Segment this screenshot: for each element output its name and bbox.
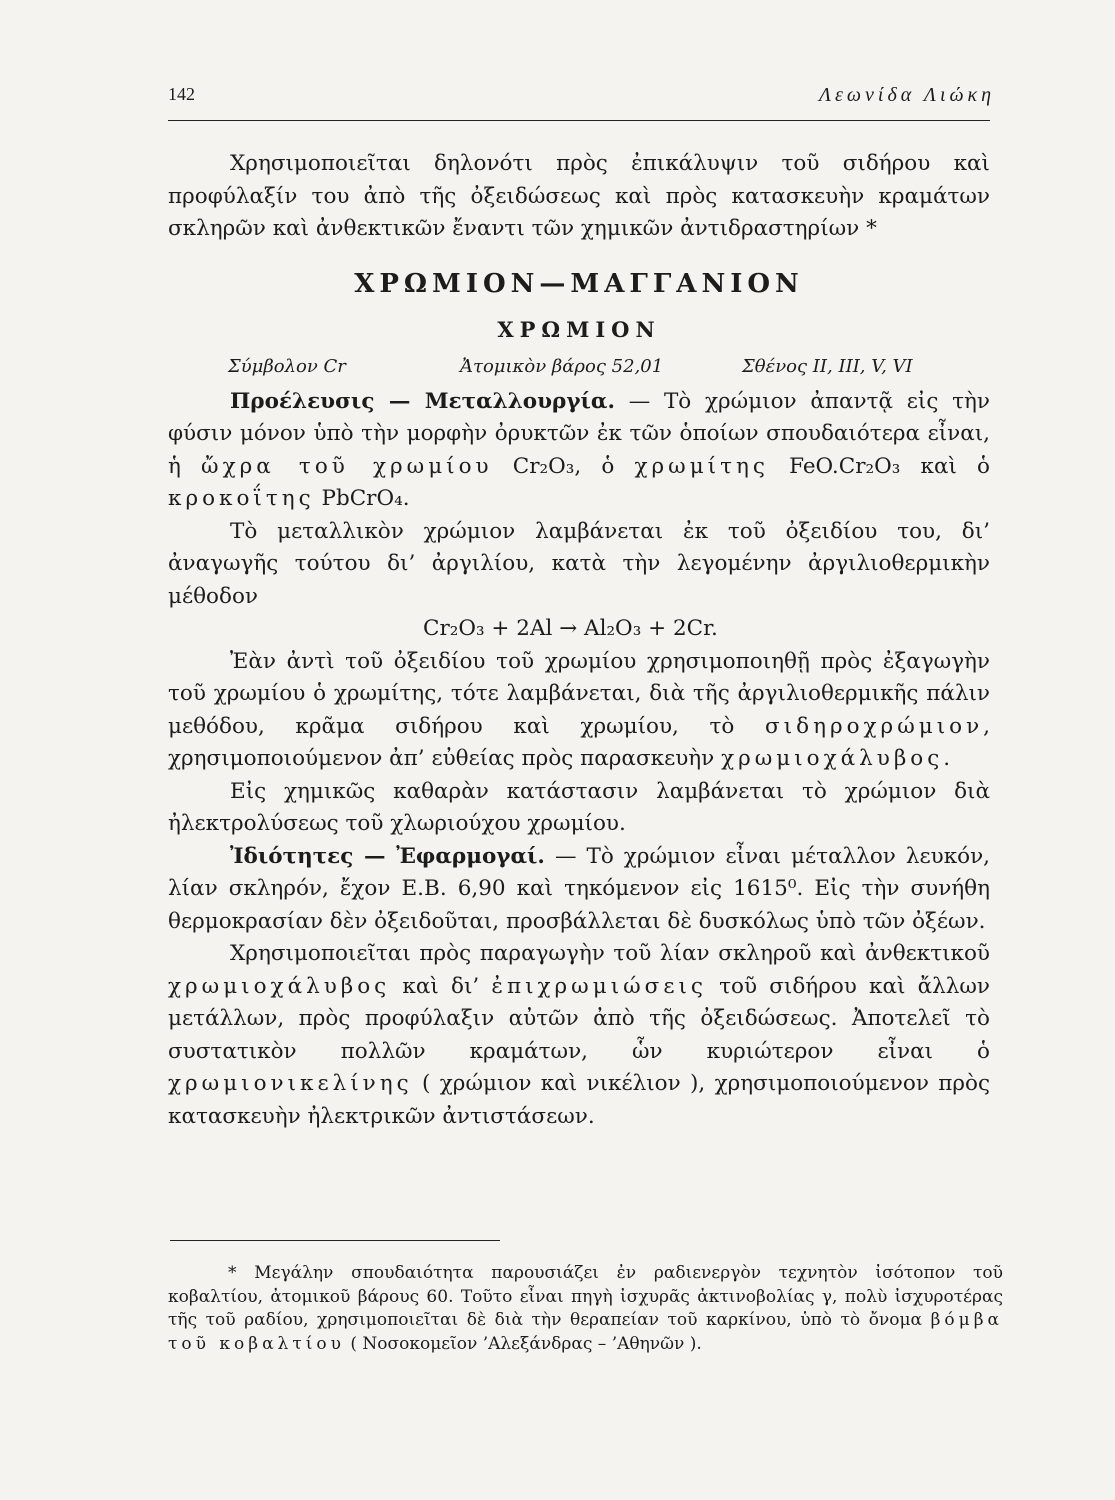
uses-paragraph [168, 938, 990, 1133]
element-atomic-weight: Ἀτομικὸν βάρος 52,01 [460, 355, 664, 377]
reduction-equation: Cr₂O₃ + 2Al → Al₂O₃ + 2Cr. [423, 616, 718, 641]
subsection-title: ΧΡΩΜΙΟΝ [497, 316, 661, 342]
uses-term-chromesteel: χρωμιοχάλυβος [168, 973, 391, 999]
page-number: 142 [168, 84, 195, 104]
origin-term-chromite: χρωμίτης [634, 453, 769, 479]
properties-paragraph [168, 841, 990, 939]
footnote [168, 1262, 1003, 1356]
footnote-rule [170, 1240, 500, 1241]
chromite-text-3: . [943, 746, 951, 771]
element-valence: Σθένος II, III, V, VI [742, 355, 913, 377]
properties-heading: Ἰδιότητες — Ἐφαρμογαί. [230, 843, 545, 869]
page-header [168, 84, 1003, 116]
element-meta [168, 352, 990, 386]
origin-text-4: PbCrO₄. [314, 486, 410, 511]
footnote-term-cobalt-bomb: βόμβα τοῦ κοβαλτίου [168, 1310, 1003, 1354]
origin-term-crocoite: κροκοΐτης [168, 486, 315, 511]
intro-paragraph: Χρησιμοποιεῖται δηλονότι πρὸς ἐπικάλυψιν τοῦ σιδήρου καὶ προφύλαξίν του ἀπὸ τῆς ὀξειδώσεως καὶ πρὸς κατασκευὴν κραμάτων σκληρῶν καὶ ἀνθεκτικῶν ἔναντι τῶν χημικῶν ἀντιδραστηρίων * [168, 151, 990, 241]
section-title: ΧΡΩΜΙΟΝ—ΜΑΓΓΑΝΙΟΝ [354, 268, 804, 299]
uses-text-3: τοῦ σιδήρου καὶ ἄλλων μετάλλων, πρὸς προφύλαξιν αὐτῶν ἀπὸ τῆς ὀξειδώσεως. Ἀποτελεῖ τὸ συστατικὸν πολλῶν κραμάτων, ὧν κυριώτερον εἶναι ὁ [168, 973, 990, 1064]
footnote-text-1: * Μεγάλην σπουδαιότητα παρουσιάζει ἐν ραδιενεργὸν τεχνητὸν ἰσότοπον τοῦ κοβαλτίου, ἀτομικοῦ βάρους 60. Τοῦτο εἶναι πηγὴ ἰσχυρᾶς ἀκτινοβολίας γ, πολὺ ἰσχυροτέρας τῆς τοῦ ραδίου, χρησιμοποιεῖται δὲ διὰ τὴν θεραπείαν τοῦ καρκίνου, ὑπὸ τὸ ὄνομα [168, 1263, 1003, 1330]
metal-paragraph: Τὸ μεταλλικὸν χρώμιον λαμβάνεται ἐκ τοῦ ὀξειδίου του, δι’ ἀναγωγῆς τούτου δι’ ἀργιλίου, κατὰ τὴν λεγομένην ἀργιλιοθερμικὴν μέθοδον [168, 518, 990, 609]
origin-paragraph [168, 386, 990, 516]
chromite-text-2: , χρησιμοποιούμενον ἀπ’ εὐθείας πρὸς παρασκευὴν [168, 713, 990, 771]
origin-text-3: FeO.Cr₂O₃ καὶ ὁ [768, 453, 991, 479]
element-symbol: Σύμβολον Cr [228, 355, 346, 377]
chromite-term-chromesteel: χρωμιοχάλυβος [721, 746, 944, 771]
chromite-term-ferrochrome: σιδηροχρώμιον [765, 713, 984, 739]
page-body [168, 148, 990, 1133]
uses-text-2: καὶ δι’ [390, 973, 492, 999]
origin-term-ochra: ὤχρα τοῦ χρωμίου [201, 453, 493, 479]
origin-heading: Προέλευσις — Μεταλλουργία. [230, 388, 615, 414]
header-rule [168, 120, 990, 121]
uses-text-4: ( χρώμιον καὶ νικέλιον ), χρησιμοποιούμενον πρὸς κατασκευὴν ἠλεκτρικῶν ἀντιστάσεων. [168, 1071, 990, 1129]
chromite-text-1: Ἐὰν ἀντὶ τοῦ ὀξειδίου τοῦ χρωμίου χρησιμοποιηθῇ πρὸς ἐξαγωγὴν τοῦ χρωμίου ὁ χρωμίτης, τότε λαμβάνεται, διὰ τῆς ἀργιλιοθερμικῆς πάλιν μεθόδου, κρᾶμα σιδήρου καὶ χρωμίου, τὸ [168, 648, 990, 739]
footnote-paragraph [168, 1262, 1003, 1356]
running-title: Λεωνίδα Λιώκη [818, 84, 995, 106]
uses-text-1: Χρησιμοποιεῖται πρὸς παραγωγὴν τοῦ λίαν σκληροῦ καὶ ἀνθεκτικοῦ [230, 941, 990, 966]
uses-term-nichrome: χρωμιονικελίνης [168, 1071, 413, 1096]
footnote-text-2: ( Νοσοκομεῖον ’Αλεξάνδρας – ’Αθηνῶν ). [344, 1333, 702, 1354]
origin-text-2: Cr₂O₃, ὁ [492, 453, 635, 479]
chromite-paragraph [168, 646, 990, 776]
origin-text-1: — Τὸ χρώμιον ἀπαντᾷ εἰς τὴν φύσιν μόνον ὑπὸ τὴν μορφὴν ὀρυκτῶν ἐκ τῶν ὁποίων σπουδαιότερα εἶναι, ἡ [168, 388, 990, 479]
uses-term-chromeplating: ἐπιχρωμιώσεις [491, 973, 707, 999]
properties-text: — Τὸ χρώμιον εἶναι μέταλλον λευκόν, λίαν σκληρόν, ἔχον Ε.Β. 6,90 καὶ τηκόμενον εἰς 1615⁰. Εἰς τὴν συνήθη θερμοκρασίαν δὲν ὀξειδοῦται, προσβάλλεται δὲ δυσκόλως ὑπὸ τῶν ὀξέων. [168, 843, 990, 934]
pure-paragraph: Εἰς χημικῶς καθαρὰν κατάστασιν λαμβάνεται τὸ χρώμιον διὰ ἠλεκτρολύσεως τοῦ χλωριούχου χρωμίου. [168, 778, 990, 836]
